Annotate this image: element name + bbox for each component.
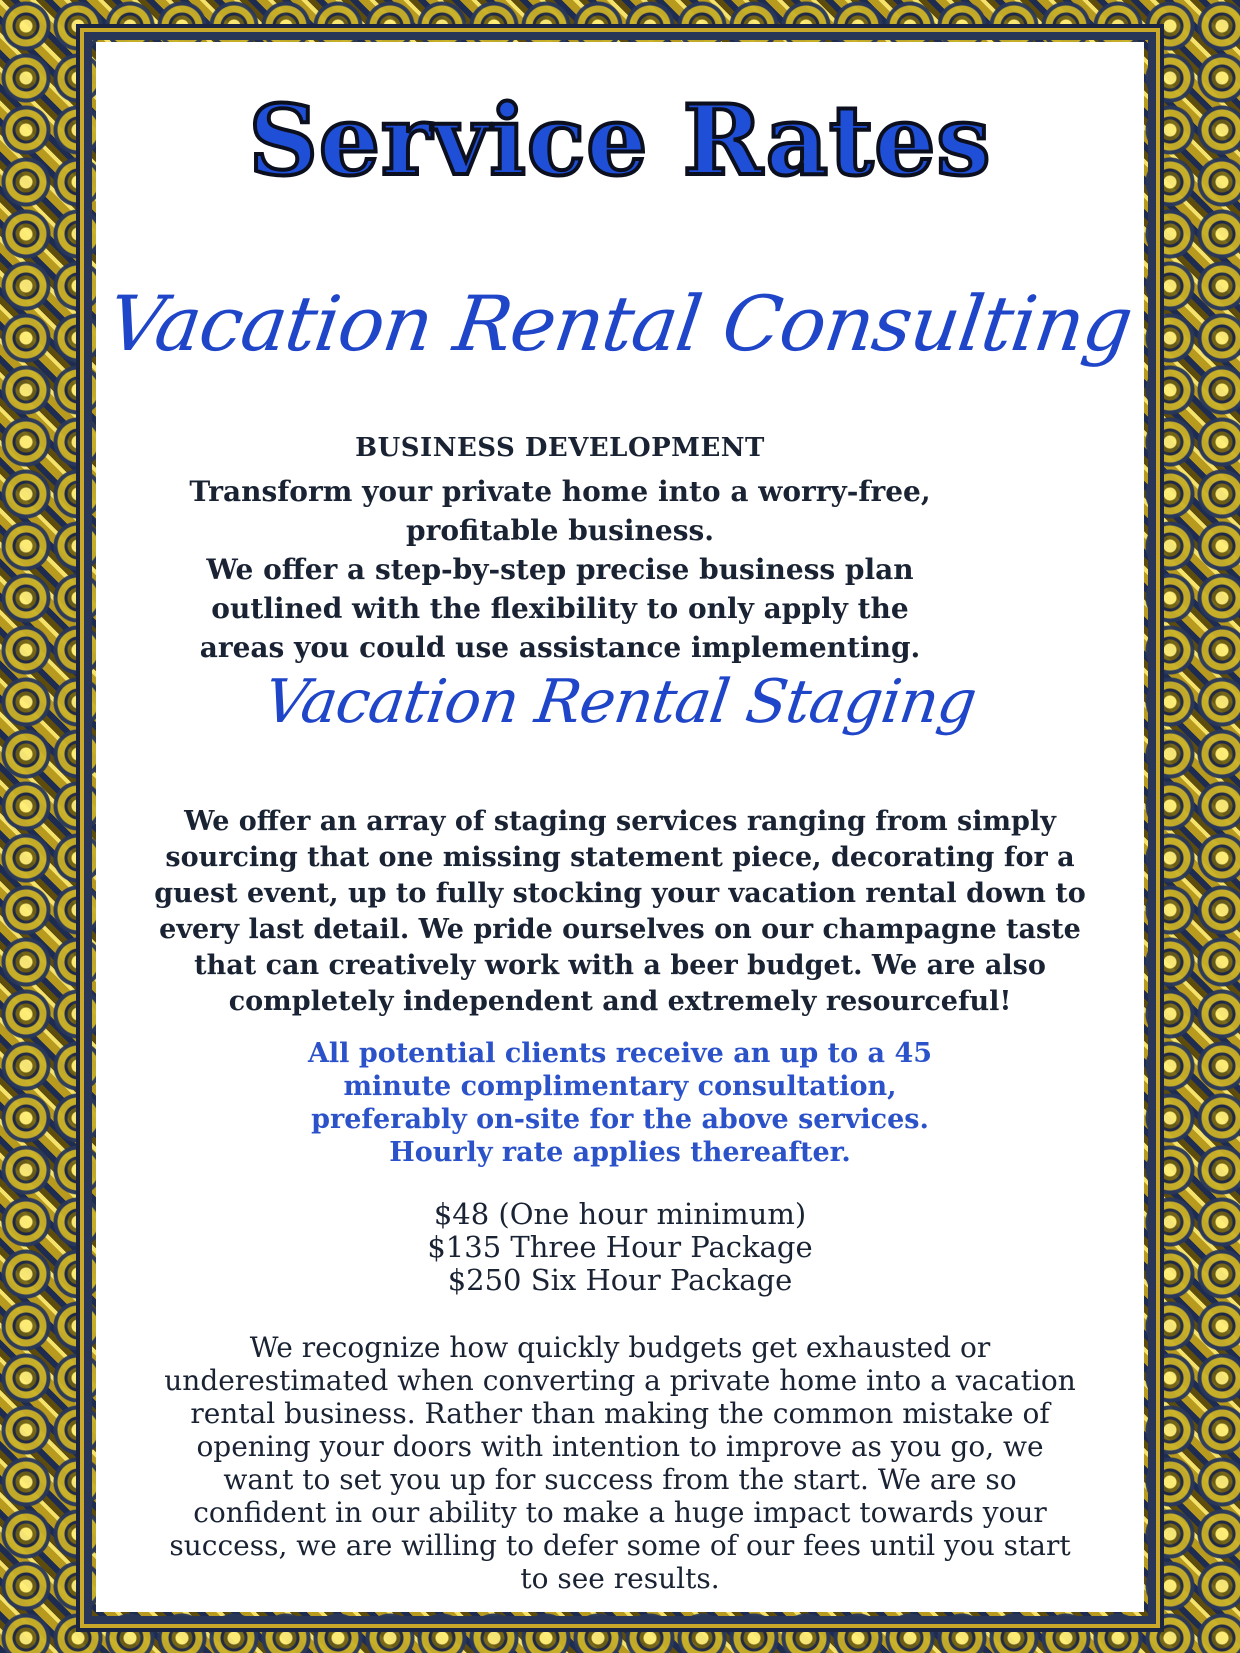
staging-line: completely independent and extremely resourceful!	[228, 986, 1012, 1017]
consulting-line: We offer a step-by-step precise business plan	[206, 553, 914, 586]
closing-line: underestimated when converting a private home into a vacation	[164, 1364, 1076, 1397]
consulting-line: outlined with the flexibility to only apply the	[211, 592, 909, 625]
closing-line: We recognize how quickly budgets get exhausted or	[249, 1331, 991, 1364]
staging-line: that can creatively work with a beer budget. We are also	[194, 950, 1046, 981]
staging-description	[96, 804, 1144, 1020]
closing-line: rental business. Rather than making the common mistake of	[190, 1397, 1050, 1430]
closing-line: want to set you up for success from the start. We are so	[223, 1463, 1017, 1496]
consultation-note-line: preferably on-site for the above services.	[311, 1104, 929, 1135]
consulting-line: Transform your private home into a worry-free,	[189, 475, 931, 508]
consulting-line: areas you could use assistance implementing.	[199, 631, 921, 664]
closing-line: opening your doors with intention to improve as you go, we	[196, 1430, 1044, 1463]
consultation-note-line: minute complimentary consultation,	[343, 1071, 897, 1102]
consulting-line: profitable business.	[406, 514, 714, 547]
staging-heading: Vacation Rental Staging	[259, 667, 981, 737]
closing-paragraph	[96, 1331, 1144, 1595]
closing-line: confident in our ability to make a huge impact towards your	[193, 1496, 1047, 1529]
staging-line: guest event, up to fully stocking your vacation rental down to	[154, 878, 1086, 909]
pricing-list	[96, 1198, 1144, 1297]
staging-line: every last detail. We pride ourselves on our champagne taste	[159, 914, 1081, 945]
consultation-note-line: Hourly rate applies thereafter.	[389, 1137, 851, 1168]
flyer-panel	[96, 42, 1144, 1612]
consulting-heading: Vacation Rental Consulting	[102, 279, 1138, 368]
consultation-note	[96, 1037, 1144, 1169]
price-item: $250 Six Hour Package	[447, 1263, 793, 1297]
staging-line: We offer an array of staging services ranging from simply	[184, 806, 1056, 837]
consultation-note-line: All potential clients receive an up to a 45	[307, 1038, 933, 1069]
consulting-description	[36, 472, 1084, 667]
price-item: $48 (One hour minimum)	[433, 1197, 807, 1231]
closing-line: success, we are willing to defer some of our fees until you start	[169, 1529, 1071, 1562]
business-development-subheading: BUSINESS DEVELOPMENT	[355, 433, 765, 463]
price-item: $135 Three Hour Package	[427, 1230, 813, 1264]
staging-line: sourcing that one missing statement piece, decorating for a	[165, 842, 1075, 873]
page-title: Service Rates	[248, 84, 992, 197]
closing-line: to see results.	[520, 1562, 720, 1595]
